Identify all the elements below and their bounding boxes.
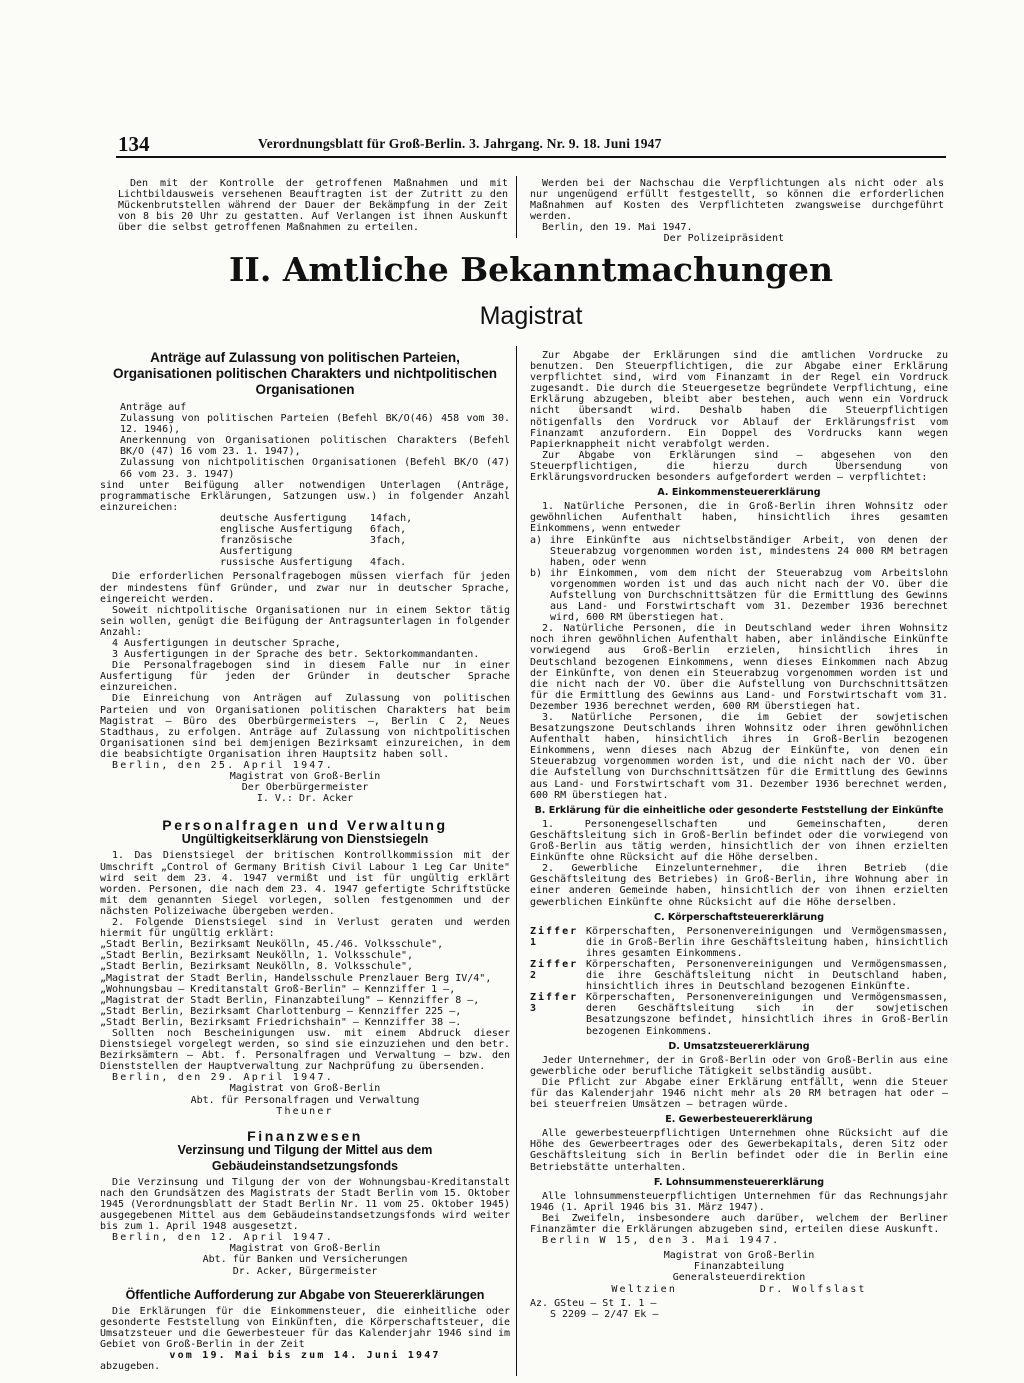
list-item: „Magistrat der Stadt Berlin, Finanzabteilung" — Kennziffer 8 —, xyxy=(100,994,480,1006)
table-row: französische Ausfertigung 3fach, xyxy=(220,535,407,558)
reference-line: Az. GSteu — St I. 1 — xyxy=(530,1297,657,1309)
list-item: Ziffer 2 Körperschaften, Personenvereinigungen und Vermögensmassen, die ihre Geschäftsleitung nicht in Deutschland haben, hinsichtlich ihres in Deutschland bezogenen Einkünfte. xyxy=(530,958,948,993)
signature: Dr. Acker, Bürgermeister xyxy=(232,1265,378,1277)
running-title: Verordnungsblatt für Groß-Berlin. 3. Jahrgang. Nr. 9. 18. Juni 1947 xyxy=(258,136,662,151)
signature: Dr. Wolfslast xyxy=(759,1283,867,1295)
signature: Magistrat von Groß-Berlin xyxy=(229,1083,381,1095)
date-line: Berlin, den 12. April 1947. xyxy=(112,1232,334,1244)
heading-e: E. Gewerbesteuererklärung xyxy=(665,1114,813,1126)
signature: Theuner xyxy=(276,1105,334,1117)
list-item: b) ihr Einkommen, vom dem nicht der Steuerabzug vom Arbeitslohn vorgenommen worden ist und das auch nicht nach der VO. über die Aufstellung von Durchschnittsätzen für die Ermittlung des Gewinns aus Land- und Forstwirtschaft vom 31. Dezember 1936 berechnet wird, 600 RM überstiegen hat. xyxy=(530,567,948,624)
list-item: Zulassung von nichtpolitischen Organisationen (Befehl BK/O (47) 66 vom 23. 3. 1947) xyxy=(120,457,510,480)
signature: Finanzabteilung xyxy=(693,1261,785,1273)
list-item: a) ihre Einkünfte aus nichtselbständiger Arbeit, von denen der Steuerabzug vorgenommen worden ist, mindestens 24 000 RM betragen haben, oder wenn xyxy=(530,534,948,568)
list-item: Anerkennung von Organisationen politischen Charakters (Befehl BK/O (47) 16 vom 23. 1. 1947), xyxy=(120,435,510,458)
subsection-title: Magistrat xyxy=(479,302,583,330)
heading-finanzwesen: Finanzwesen xyxy=(247,1127,363,1144)
list-item: Ziffer 3 Körperschaften, Personenvereinigungen und Vermögensmassen, deren Geschäftsleitung sich in der sowjetischen Besatzungszone befindet, hinsichtlich ihres in Groß-Berlin bezogenen Einkommens. xyxy=(530,992,948,1037)
list-item: „Stadt Berlin, Bezirksamt Neukölln, 8. Volksschule", xyxy=(100,961,414,973)
top-right-block: Werden bei der Nachschau die Verpflichtungen als nicht oder als nur ungenügend erfüllt festgestellt, so können die erforderlichen Maßnahmen auf Kosten des Verpflichteten zwangsweise durchgeführt werden. Berlin, den 19. Mai 1947. Der Polizeipräsident xyxy=(530,178,944,245)
heading-f: F. Lohnsummensteuererklärung xyxy=(653,1176,825,1188)
right-column: Zur Abgabe der Erklärungen sind die amtlichen Vordrucke zu benutzen. Den Steuerpflichtigen, die zur Abgabe einer Erklärung verpflichtet sind, wird vom Finanzamt in der Regel ein Vordruck zugesandt. Die durch die Steuergesetze begründete Verpflichtung, eine Erklärung abzugeben, bleibt aber bestehen, auch wenn ein Vordruck nicht übersandt wird. Deshalb haben die Steuerpflichtigen nötigenfalls den Vordruck vor Ablauf der Erklärungsfrist vom Finanzamt anzufordern. Ein Doppel des Vordrucks kann wegen Papierknappheit nicht verabfolgt werden. Zur Abgabe von Erklärungen sind — abgesehen von den Steuerpflichtigen, die hierzu durch Übersendung von Erklärungsvordrucken besonders aufgefordert werden — verpflichtet: A. Einkommensteuererklärung 1. Natürliche Personen, die in Groß-Berlin ihren Wohnsitz oder gewöhnlichen Aufenthalt haben, hinsichtlich ihres gesamten Einkommens, wenn entweder a) ihre Einkünfte aus nichtselbständiger Arbeit, von denen der Steuerabzug vorgenommen worden ist, mindestens 24 000 RM betragen haben, oder wenn b) ihr Einkommen, vom dem nicht der Steuerabzug vom Arbeitslohn vorgenommen worden ist und das auch nicht nach der VO. über die Aufstellung von Durchschnittsätzen für die Ermittlung des Gewinns aus Land- und Forstwirtschaft vom 31. Dezember 1936 berechnet wird, 600 RM überstiegen hat. 2. Natürliche Personen, die in Deutschland weder ihren Wohnsitz noch ihren gewöhnlichen Aufenthalt haben, aber inländische Einkünfte vorwiegend aus Groß-Berlin erzielen, hinsichtlich ihres in Deutschland bezogenen Einkommens, wenn dieses Einkommen nach Abzug der Einkünfte, von denen ein Steuerabzug vorgenommen worden ist und die nicht nach der VO. über die Aufstellung von Durchschnittsätzen für die Ermittlung des Gewinns aus Land- und Forstwirtschaft vom 31. Dezember 1936 berechnet werden, 600 RM überstiegen hat. 3. Natürliche Personen, die im Gebiet der sowjetischen Besatzungszone Deutschlands ihren Wohnsitz oder ihren gewöhnlichen Aufenthalt haben, hinsichtlich ihres in Groß-Berlin bezogenen Einkommens, wenn dieses nach Abzug der Einkünfte, von denen ein Steuerabzug vorgenommen worden ist, und die nicht nach der VO. über die Aufstellung von Durchschnittsätzen für die Ermittlung des Gewinns aus Land- und Forstwirtschaft vom 31. Dezember 1936 berechnet werden, 600 RM überstiegen hat. B. Erklärung für die einheitliche oder gesonderte Feststellung der Einkünfte 1. Personengesellschaften und Gemeinschaften, deren Geschäftsleitung sich in Groß-Berlin befindet oder die vorwiegend von Groß-Berlin aus tätig werden, hinsichtlich der von ihnen erzielten Einkünfte ohne Rücksicht auf die Höhe derselben. 2. Gewerbliche Einzelunternehmer, die ihren Betrieb (die Geschäftsleitung des Betriebes) in Groß-Berlin, ihre Wohnung aber in einer anderen Gemeinde haben, hinsichtlich der von ihnen erzielten gewerblichen Einkünfte ohne Rücksicht auf die Höhe derselben. C. Körperschaftsteuererklärung Ziffer 1 Körperschaften, Personenvereinigungen und Vermögensmassen, die in Groß-Berlin ihre Geschäftsleitung haben, hinsichtlich ihres gesamten Einkommens. Ziffer 2 Körperschaften, Personenvereinigungen und Vermögensmassen, die ihre Geschäftsleitung nicht in Deutschland haben, hinsichtlich ihres in Deutschland bezogenen Einkünfte. Ziffer 3 Körperschaften, Personenvereinigungen und Vermögensmassen, deren Geschäftsleitung sich in der sowjetischen Besatzungszone befindet, hinsichtlich ihres in Groß-Berlin bezogenen Einkommens. D. Umsatzsteuererklärung Jeder Unternehmer, der in Groß-Berlin oder von Groß-Berlin aus eine gewerbliche oder berufliche Tätigkeit selbständig ausübt. Die Pflicht zur Abgabe einer Erklärung entfällt, wenn die Steuer für das Kalenderjahr 1946 nicht mehr als 20 RM betragen hat oder — bei steuerfreien Umsätzen — betragen würde. E. Gewerbesteuererklärung Alle gewerbesteuerpflichtigen Unternehmen ohne Rücksicht auf die Höhe des Gewerbeertrages oder des Gewerbekapitals, deren Sitz oder Geschäftsleitung sich in Berlin befindet oder die in Berlin eine Betriebstätte unterhalten. F. Lohnsummensteuererklärung Alle lohnsummensteuerpflichtigen Unternehmen für das Rechnungsjahr 1946 (1. April 1946 bis 31. März 1947). Bei Zweifeln, insbesondere auch darüber, welchem der Berliner Finanzämter die Erklärungen abzugeben sind, erteilen diese Auskunft. Berlin W 15, den 3. Mai 1947. Magistrat von Groß-Berlin Finanzabteilung Generalsteuerdirektion Weltzien Dr. Wolfslast Az. GSteu — St I. 1 — S 2209 — 2/47 Ek — xyxy=(530,350,948,1320)
top-left-paragraph: Den mit der Kontrolle der getroffenen Maßnahmen und mit Lichtbildausweis versehenen Beauftragten ist der Zutritt zu den Mückenbrutstellen während der Dauer der Bekämpfung in der Zeit von 8 bis 20 Uhr zu gestatten. Auf Verlangen ist ihnen Auskunft über die selbst getroffenen Maßnahmen zu erteilen. xyxy=(118,178,508,234)
reference-line: S 2209 — 2/47 Ek — xyxy=(550,1308,659,1320)
list-item: „Magistrat der Stadt Berlin, Handelsschule Prenzlauer Berg IV/4", xyxy=(100,972,492,984)
list-item: „Stadt Berlin, Bezirksamt Charlottenburg — Kennziffer 225 —, xyxy=(100,1005,462,1017)
list-item: „Wohnungsbau — Kreditanstalt Groß-Berlin" — Kennziffer 1 —, xyxy=(100,983,456,995)
signature: Abt. für Personalfragen und Verwaltung xyxy=(190,1094,420,1106)
signature: Der Oberbürgermeister xyxy=(241,782,369,794)
list-item: „Stadt Berlin, Bezirksamt Neukölln, 45./46. Volksschule", xyxy=(100,939,444,951)
heading-steuererklaerungen: Öffentliche Aufforderung zur Abgabe von Steuererklärungen xyxy=(125,1287,485,1302)
date-line: Berlin, den 25. April 1947. xyxy=(112,760,334,771)
left-column: Anträge auf Zulassung von politischen Parteien, Organisationen politischen Charakters und nichtpolitischen Organisationen Anträge auf Zulassung von politischen Parteien (Befehl BK/O(46) 458 vom 30. 12. 1946), Anerkennung von Organisationen politischen Charakters (Befehl BK/O (47) 16 vom 23. 1. 1947), Zulassung von nichtpolitischen Organisationen (Befehl BK/O (47) 66 vom 23. 3. 1947) sind unter Beifügung aller notwendigen Unterlagen (Anträge, programmatische Erklärungen, Satzungen usw.) in folgender Anzahl einzureichen: deutsche Ausfertigung 14fach, englische Ausfertigung 6fach, französische Ausfertigung 3fach, russische Ausfertigung 4fach. Die erforderlichen Personalfragebogen müssen vierfach für jeden der mindestens fünf Gründer, und zwar nur in deutscher Sprache, eingereicht werden. Soweit nichtpolitische Organisationen nur in einem Sektor tätig sein wollen, genügt die Beifügung der Antragsunterlagen in folgender Anzahl: 4 Ausfertigungen in deutscher Sprache, 3 Ausfertigungen in der Sprache des betr. Sektorkommandanten. Die Personalfragebogen sind in diesem Falle nur in einer Ausfertigung für jeden der Gründer in deutscher Sprache einzureichen. Die Einreichung von Anträgen auf Zulassung von politischen Parteien und von Organisationen politischen Charakters hat beim Magistrat — Büro des Oberbürgermeisters —, Berlin C 2, Neues Stadthaus, zu erfolgen. Anträge auf Zulassung von nichtpolitischen Organisationen sind bei demjenigen Bezirksamt einzureichen, in dem die beabsichtigte Organisation ihren Hauptsitz haben soll. Berlin, den 25. April 1947. Magistrat von Groß-Berlin Der Oberbürgermeister I. V.: Dr. Acker Personalfragen und Verwaltung Ungültigkeitserklärung von Dienstsiegeln 1. Das Dienstsiegel der britischen Kontrollkommission mit der Umschrift „Control of Germany British Civil Labour 1 Leg Car Unite" wird seit dem 23. 4. 1947 vermißt und ist für ungültig erklärt worden. Personen, die nach dem 23. 4. 1947 gefertigte Schriftstücke mit dem genannten Siegel vorlegen, sollen festgenommen und der nächsten Polizeiwache übergeben werden. 2. Folgende Dienstsiegel sind in Verlust geraten und werden hiermit für ungültig erklärt: „Stadt Berlin, Bezirksamt Neukölln, 45./46. Volksschule", „Stadt Berlin, Bezirksamt Neukölln, 1. Volksschule", „Stadt Berlin, Bezirksamt Neukölln, 8. Volksschule", „Magistrat der Stadt Berlin, Handelsschule Prenzlauer Berg IV/4", „Wohnungsbau — Kreditanstalt Groß-Berlin" — Kennziffer 1 —, „Magistrat der Stadt Berlin, Finanzabteilung" — Kennziffer 8 —, „Stadt Berlin, Bezirksamt Charlottenburg — Kennziffer 225 —, „Stadt Berlin, Bezirksamt Friedrichshain" — Kennziffer 38 —. Sollten noch Bescheinigungen usw. mit einem Abdruck dieser Dienstsiegel vorgelegt werden, so sind sie einzuziehen und den betr. Bezirksämtern — Abt. f. Personalfragen und Verwaltung — bzw. den Dienststellen der Hauptverwaltung zur Nachprüfung zu übersenden. Berlin, den 29. April 1947. Magistrat von Groß-Berlin Abt. für Personalfragen und Verwaltung Theuner Finanzwesen Verzinsung und Tilgung der Mittel aus dem Gebäudeinstandsetzungsfonds Die Verzinsung und Tilgung der von der Wohnungsbau-Kreditanstalt nach den Grundsätzen des Magistrats der Stadt Berlin vom 15. Oktober 1945 (Verordnungsblatt der Stadt Berlin Nr. 11 vom 25. Oktober 1945) ausgegebenen Mittel aus dem Gebäudeinstandsetzungsfonds wird weiter bis zum 1. April 1948 ausgesetzt. Berlin, den 12. April 1947. Magistrat von Groß-Berlin Abt. für Banken und Versicherungen Dr. Acker, Bürgermeister Öffentliche Aufforderung zur Abgabe von Steuererklärungen Die Erklärungen für die Einkommensteuer, die einheitliche oder gesonderte Feststellung von Einkünften, die Körperschaftsteuer, die Umsatzsteuer und die Gewerbesteuer für das Kalenderjahr 1946 sind im Gebiet von Groß-Berlin in der Zeit vom 19. Mai bis zum 14. Juni 1947 abzugeben. xyxy=(100,350,510,1373)
signature: I. V.: Dr. Acker xyxy=(256,793,354,805)
table-row: englische Ausfertigung 6fach, xyxy=(220,524,407,536)
heading-b: B. Erklärung für die einheitliche oder gesonderte Feststellung der Einkünfte xyxy=(534,804,944,816)
signature: Magistrat von Groß-Berlin xyxy=(229,1243,381,1255)
heading-a: A. Einkommensteuererklärung xyxy=(657,487,821,499)
signature: Generalsteuerdirektion xyxy=(672,1272,806,1284)
page-number: 134 xyxy=(118,132,150,156)
date-line: Berlin W 15, den 3. Mai 1947. xyxy=(542,1235,781,1247)
heading-c: C. Körperschaftsteuererklärung xyxy=(653,911,824,923)
signature: Magistrat von Groß-Berlin xyxy=(229,771,381,783)
list-item: „Stadt Berlin, Bezirksamt Neukölln, 1. Volksschule", xyxy=(100,950,414,962)
heading-antraege: Anträge auf Zulassung von politischen Parteien, Organisationen politischen Charakters und nichtpolitischen Organisationen xyxy=(112,350,498,397)
list-item: Zulassung von politischen Parteien (Befehl BK/O(46) 458 vom 30. 12. 1946), xyxy=(120,413,510,436)
list-item: „Stadt Berlin, Bezirksamt Friedrichshain" — Kennziffer 38 —. xyxy=(100,1016,462,1028)
top-right-date: Berlin, den 19. Mai 1947. xyxy=(542,222,693,234)
list-item: Ziffer 1 Körperschaften, Personenvereinigungen und Vermögensmassen, die in Groß-Berlin ihre Geschäftsleitung haben, hinsichtlich ihres gesamten Einkommens. xyxy=(530,925,948,959)
signature: Magistrat von Groß-Berlin xyxy=(663,1250,815,1262)
heading-personalfragen: Personalfragen und Verwaltung xyxy=(162,817,448,834)
heading-verzinsung: Verzinsung und Tilgung der Mittel aus dem Gebäudeinstandsetzungsfonds xyxy=(177,1142,433,1173)
column-divider xyxy=(516,346,517,1376)
copies-table xyxy=(220,513,510,568)
heading-d: D. Umsatzsteuererklärung xyxy=(668,1040,810,1052)
section-title: II. Amtliche Bekanntmachungen xyxy=(228,250,834,289)
top-right-signer: Der Polizeipräsident xyxy=(663,233,784,245)
column-divider-top xyxy=(516,176,517,238)
signature: Weltzien xyxy=(611,1283,678,1295)
signature-row xyxy=(530,1284,948,1295)
date-line: Berlin, den 29. April 1947. xyxy=(112,1072,334,1084)
signature: Abt. für Banken und Versicherungen xyxy=(202,1254,408,1266)
heading-dienstsiegel: Ungültigkeitserklärung von Dienstsiegeln xyxy=(181,832,429,847)
table-row: russische Ausfertigung 4fach. xyxy=(220,557,407,569)
table-row: deutsche Ausfertigung 14fach, xyxy=(220,512,413,524)
header-rule xyxy=(116,156,946,158)
